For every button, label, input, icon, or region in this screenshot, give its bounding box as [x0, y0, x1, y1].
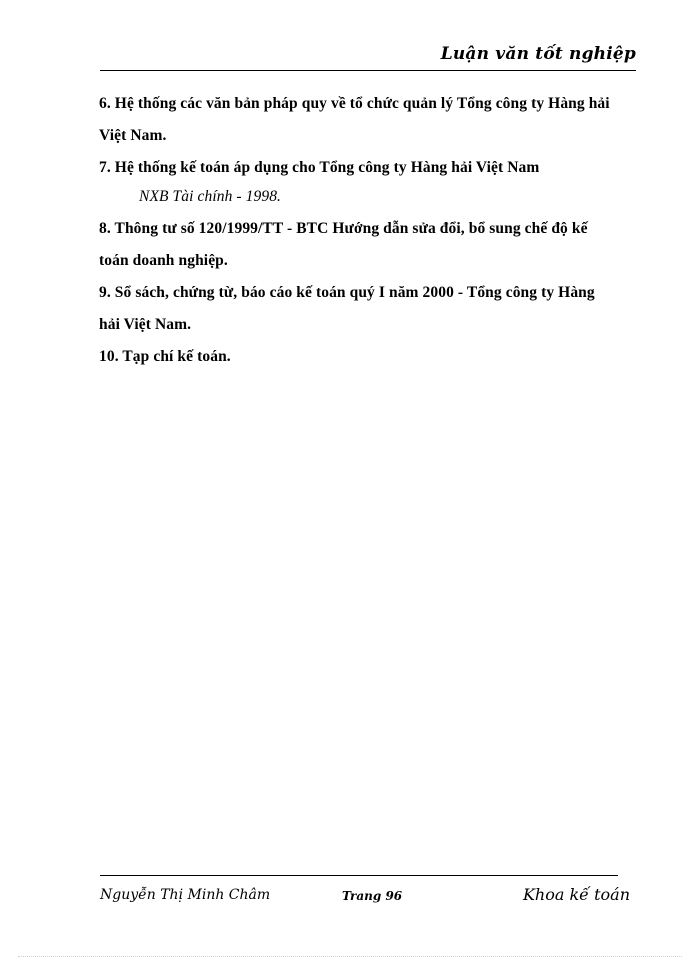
running-header-title: Luận văn tốt nghiệp: [440, 44, 636, 64]
reference-item-7: 7. Hệ thống kế toán áp dụng cho Tổng công ty Hàng hải Việt Nam: [99, 159, 540, 176]
reference-item-8-continued: toán doanh nghiệp.: [99, 252, 228, 269]
header-divider: [100, 70, 636, 71]
footer-page-number: Trang 96: [342, 889, 403, 903]
reference-item-6: 6. Hệ thống các văn bản pháp quy về tổ chức quản lý Tổng công ty Hàng hải: [99, 95, 610, 112]
reference-item-9-continued: hải Việt Nam.: [99, 316, 192, 333]
reference-list: [99, 88, 639, 373]
reference-item-8: 8. Thông tư số 120/1999/TT - BTC Hướng dẫn sửa đổi, bổ sung chế độ kế: [99, 220, 588, 237]
footer-divider: [100, 875, 618, 876]
reference-item-6-continued: Việt Nam.: [99, 127, 167, 144]
footer-department: Khoa kế toán: [522, 885, 630, 904]
footer-author: Nguyễn Thị Minh Châm: [100, 887, 271, 903]
page-bottom-edge: [18, 956, 682, 957]
page-footer: [100, 885, 636, 909]
reference-item-7-publisher: NXB Tài chính - 1998.: [139, 188, 282, 205]
reference-item-9: 9. Sổ sách, chứng từ, báo cáo kế toán quý I năm 2000 - Tổng công ty Hàng: [99, 284, 595, 301]
reference-item-10: 10. Tạp chí kế toán.: [99, 348, 231, 365]
